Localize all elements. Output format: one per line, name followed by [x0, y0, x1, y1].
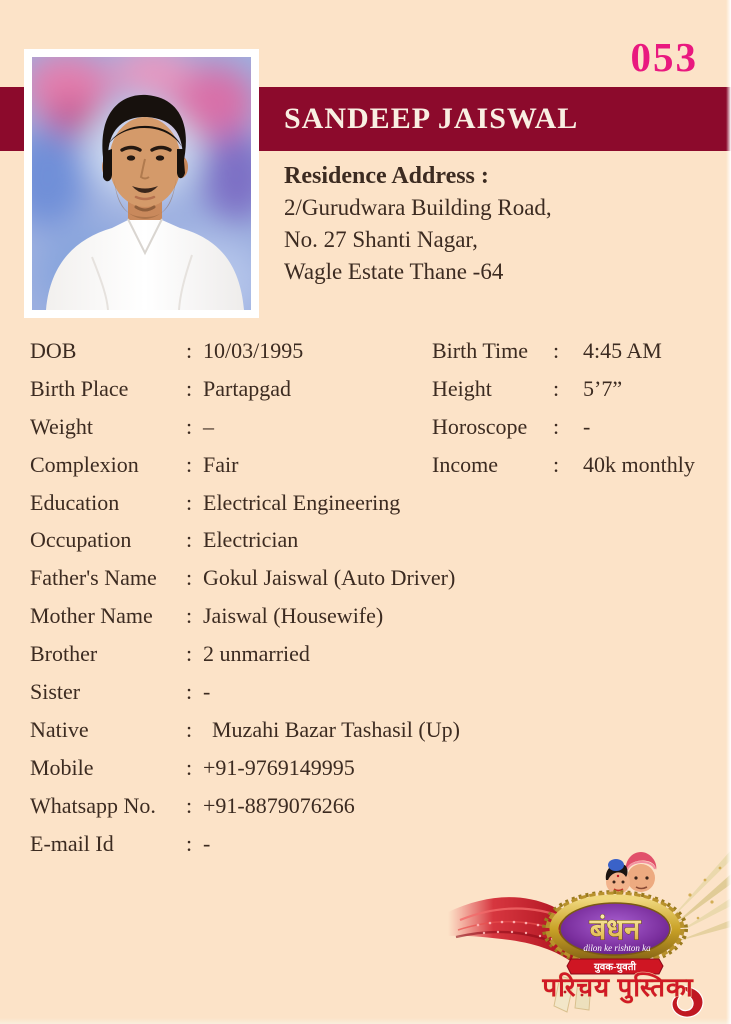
- bandhan-logo: [360, 840, 731, 1024]
- detail-value: Partapgad: [203, 375, 291, 401]
- gold-oval-frame: [544, 892, 686, 966]
- detail-value: Jaiswal (Housewife): [203, 603, 384, 629]
- detail-row-mother-name: [30, 601, 728, 639]
- colon: :: [186, 716, 193, 742]
- person-name: SANDEEP JAISWAL: [284, 102, 579, 135]
- detail-label: DOB: [30, 338, 77, 363]
- detail-value: 2 unmarried: [203, 641, 310, 667]
- detail-row-mobile: [30, 753, 728, 791]
- colon: :: [553, 451, 560, 477]
- detail-row-occupation: [30, 525, 728, 563]
- detail-label: Mother Name: [30, 603, 153, 629]
- details-table: [30, 336, 728, 866]
- colon: :: [186, 603, 193, 629]
- detail-value: Muzahi Bazar Tashasil (Up): [212, 716, 460, 742]
- detail-label: Income: [432, 451, 498, 477]
- detail-label: Father's Name: [30, 565, 157, 591]
- detail-row-education: [30, 488, 728, 526]
- colon: :: [186, 679, 193, 705]
- bride-groom-icon: [606, 852, 657, 894]
- residence-address-block: [284, 160, 552, 288]
- residence-heading: Residence Address :: [284, 163, 489, 189]
- colon: :: [186, 489, 193, 515]
- detail-value: Gokul Jaiswal (Auto Driver): [203, 565, 456, 591]
- detail-row-brother: [30, 639, 728, 677]
- detail-value: +91-9769149995: [203, 754, 355, 780]
- detail-label: Horoscope: [432, 413, 528, 439]
- detail-label: Brother: [30, 641, 98, 667]
- colon: :: [186, 792, 193, 818]
- detail-row-complexion: [30, 450, 728, 488]
- profile-number: 053: [630, 34, 698, 80]
- detail-label: Birth Time: [432, 338, 528, 363]
- detail-label: Height: [432, 375, 492, 401]
- subtitle-ribbon-text: युवक-युवती: [593, 962, 637, 973]
- detail-label: Complexion: [30, 451, 139, 477]
- brand-tagline-text: dilon ke rishton ka: [583, 943, 651, 953]
- photo-frame: [24, 49, 259, 318]
- detail-label: Sister: [30, 679, 81, 705]
- detail-value: Electrical Engineering: [203, 489, 401, 515]
- detail-value: Fair: [203, 451, 239, 477]
- residence-line: Wagle Estate Thane -64: [284, 259, 504, 284]
- profile-photo: [32, 57, 251, 310]
- colon: :: [186, 754, 193, 780]
- detail-label: Weight: [30, 413, 93, 439]
- colon: :: [553, 375, 560, 401]
- colon: :: [186, 830, 193, 856]
- colon: :: [186, 338, 193, 363]
- detail-value: 4:45 AM: [583, 338, 662, 363]
- detail-value: -: [203, 679, 211, 705]
- detail-row-father-name: [30, 563, 728, 601]
- detail-row-dob: [30, 336, 728, 374]
- residence-line: 2/Gurudwara Building Road,: [284, 195, 552, 220]
- detail-value: 40k monthly: [583, 451, 695, 477]
- detail-value: –: [203, 413, 214, 439]
- detail-label: E-mail Id: [30, 830, 114, 856]
- colon: :: [553, 413, 560, 439]
- detail-value: -: [203, 830, 211, 856]
- detail-row-native: [30, 715, 728, 753]
- residence-line: No. 27 Shanti Nagar,: [284, 227, 478, 252]
- detail-label: Whatsapp No.: [30, 792, 156, 818]
- colon: :: [553, 338, 560, 363]
- colon: :: [186, 413, 193, 439]
- detail-value: +91-8879076266: [203, 792, 355, 818]
- colon: :: [186, 565, 193, 591]
- bottom-edge-fade: [0, 1018, 731, 1024]
- detail-value: -: [583, 413, 591, 439]
- detail-row-birth-place: [30, 374, 728, 412]
- detail-label: Birth Place: [30, 375, 129, 401]
- colon: :: [186, 527, 193, 553]
- detail-value: Electrician: [203, 527, 299, 553]
- colon: :: [186, 641, 193, 667]
- colon: :: [186, 375, 193, 401]
- brand-logo-art: [360, 840, 731, 1024]
- detail-label: Mobile: [30, 754, 94, 780]
- detail-row-sister: [30, 677, 728, 715]
- colon: :: [186, 451, 193, 477]
- brand-name-text: बंधन: [589, 914, 641, 946]
- detail-value: 10/03/1995: [203, 338, 304, 363]
- detail-label: Occupation: [30, 527, 132, 553]
- detail-label: Education: [30, 489, 120, 515]
- subtitle-ribbon: [567, 959, 663, 974]
- detail-value: 5’7”: [583, 375, 623, 401]
- profile-photo-illustration: [32, 57, 251, 310]
- detail-label: Native: [30, 716, 89, 742]
- brand-subtitle-text: परिचय पुस्तिका: [542, 973, 694, 1002]
- detail-row-whatsapp: [30, 791, 728, 829]
- detail-row-weight: [30, 412, 728, 450]
